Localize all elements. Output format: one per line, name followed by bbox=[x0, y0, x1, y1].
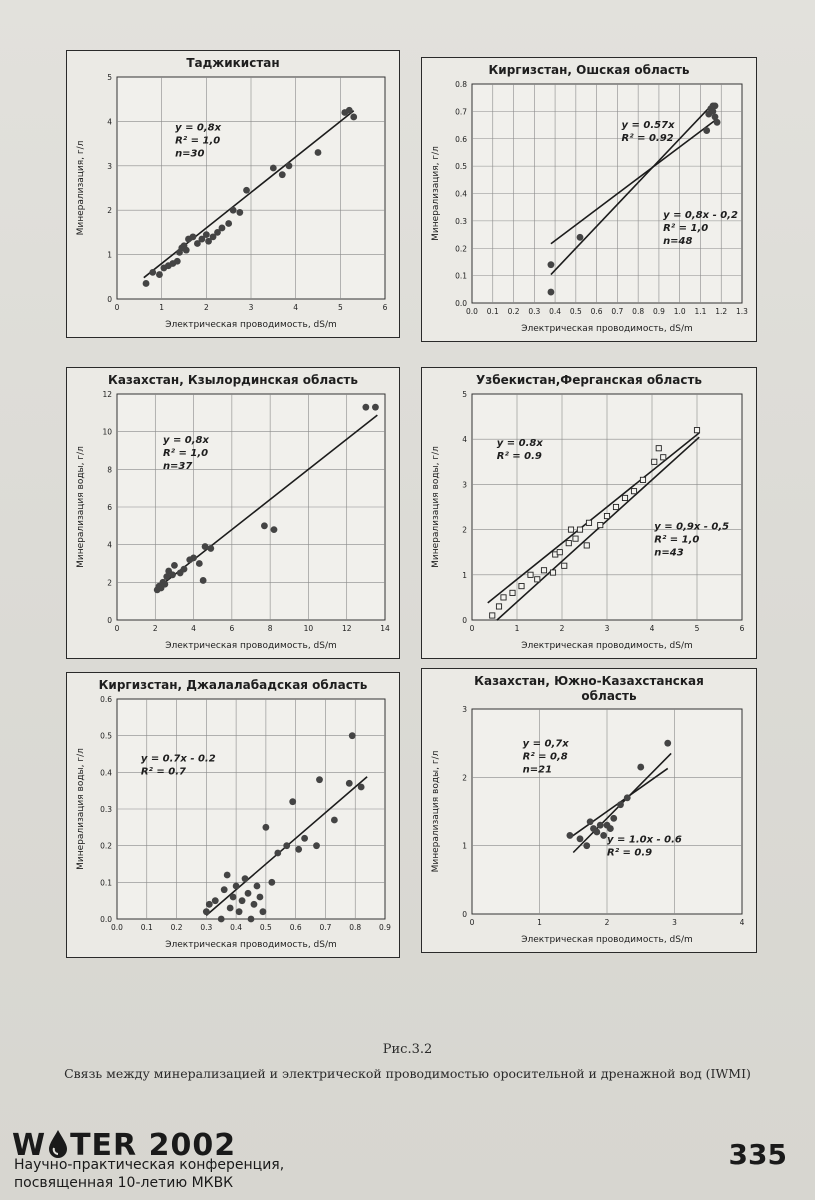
data-point bbox=[271, 526, 278, 533]
data-point bbox=[289, 798, 296, 805]
x-tick-label: 0.5 bbox=[569, 307, 582, 316]
x-axis-label: Электрическая проводимость, dS/m bbox=[165, 641, 337, 651]
data-point bbox=[196, 560, 203, 567]
equation-label: y = 0,8x bbox=[162, 434, 209, 446]
data-point bbox=[584, 543, 589, 548]
data-point bbox=[661, 455, 666, 460]
data-point bbox=[622, 495, 627, 500]
data-point bbox=[169, 571, 176, 578]
y-tick-label: 2 bbox=[107, 578, 112, 588]
y-tick-label: 0.4 bbox=[455, 189, 467, 199]
data-point bbox=[245, 890, 252, 897]
footer-conference-line: Научно-практическая конференция, bbox=[14, 1157, 285, 1173]
y-tick-label: 12 bbox=[102, 390, 112, 399]
data-point bbox=[349, 732, 356, 739]
equation-label: n=48 bbox=[663, 236, 693, 248]
data-point bbox=[577, 835, 584, 842]
x-tick-label: 0.6 bbox=[289, 923, 302, 932]
x-tick-label: 4 bbox=[649, 624, 655, 633]
data-point bbox=[535, 577, 540, 582]
data-point bbox=[541, 568, 546, 573]
y-tick-label: 4 bbox=[462, 435, 467, 445]
y-tick-label: 0.2 bbox=[100, 841, 112, 851]
data-point bbox=[174, 258, 181, 265]
y-tick-label: 0 bbox=[462, 616, 467, 625]
x-tick-label: 0.7 bbox=[319, 923, 332, 932]
equation-label: R² = 0.7 bbox=[140, 766, 186, 778]
y-tick-label: 0.3 bbox=[455, 216, 467, 226]
data-point bbox=[315, 149, 322, 156]
data-point bbox=[200, 577, 207, 584]
equation-label: R² = 0.92 bbox=[621, 132, 674, 144]
chart-title: Таджикистан bbox=[186, 56, 280, 70]
chart-title: Узбекистан,Ферганская область bbox=[475, 373, 703, 387]
chart-title: Киргизстан, Джалалабадская область bbox=[98, 678, 368, 692]
y-tick-label: 5 bbox=[462, 390, 467, 399]
y-tick-label: 6 bbox=[107, 503, 112, 512]
equation-label: n=21 bbox=[522, 764, 553, 776]
x-tick-label: 8 bbox=[267, 624, 273, 633]
data-point bbox=[261, 522, 268, 529]
equation-label: y = 1.0x - 0.6 bbox=[607, 834, 682, 846]
x-tick-label: 0.9 bbox=[379, 923, 391, 932]
data-point bbox=[257, 894, 264, 901]
data-point bbox=[703, 127, 710, 134]
y-tick-label: 0 bbox=[107, 616, 112, 625]
x-axis-label: Электрическая проводимость, dS/m bbox=[521, 641, 693, 651]
y-tick-label: 0.3 bbox=[100, 805, 112, 814]
figure-caption: Связь между минерализацией и электрической проводимостью оросительной и дренажной вод (IWMI) bbox=[64, 1066, 751, 1081]
data-point bbox=[694, 428, 699, 433]
data-point bbox=[149, 269, 156, 276]
data-point bbox=[566, 832, 573, 839]
equation-label: n=37 bbox=[162, 460, 193, 472]
logo-text-right: TER 2002 bbox=[70, 1128, 237, 1163]
x-tick-label: 3 bbox=[604, 624, 610, 633]
x-tick-label: 0 bbox=[469, 918, 475, 927]
data-point bbox=[270, 165, 277, 172]
y-axis-label: Минерализация, г/л bbox=[76, 140, 86, 236]
x-tick-label: 0.0 bbox=[466, 307, 478, 316]
chart-uzbekistan-fergana bbox=[421, 367, 757, 659]
data-point bbox=[346, 780, 353, 787]
data-point bbox=[203, 908, 210, 915]
data-point bbox=[598, 522, 603, 527]
chart-tajikistan bbox=[66, 50, 400, 338]
y-tick-label: 3 bbox=[462, 705, 467, 714]
equation-label: y = 0,7x bbox=[522, 738, 569, 750]
data-point bbox=[652, 459, 657, 464]
x-tick-label: 0.3 bbox=[200, 923, 213, 932]
data-point bbox=[230, 894, 237, 901]
x-tick-label: 1 bbox=[537, 918, 542, 927]
chart-title: Казахстан, Кзылординская область bbox=[108, 373, 358, 387]
data-point bbox=[358, 784, 365, 791]
data-point bbox=[712, 103, 719, 110]
y-tick-label: 10 bbox=[102, 427, 112, 437]
data-point bbox=[583, 842, 590, 849]
x-tick-label: 10 bbox=[303, 624, 314, 633]
data-point bbox=[566, 541, 571, 546]
y-tick-label: 0 bbox=[462, 910, 467, 919]
x-tick-label: 14 bbox=[380, 624, 390, 633]
x-tick-label: 0 bbox=[114, 303, 120, 312]
data-point bbox=[260, 908, 267, 915]
data-point bbox=[586, 520, 591, 525]
chart-svg bbox=[67, 51, 399, 337]
data-point bbox=[613, 504, 618, 509]
data-point bbox=[183, 247, 190, 254]
x-axis-label: Электрическая проводимость, dS/m bbox=[521, 935, 693, 945]
y-tick-label: 2 bbox=[462, 525, 467, 535]
chart-kazakhstan-south bbox=[421, 668, 757, 953]
y-tick-label: 0.6 bbox=[100, 695, 112, 704]
x-tick-label: 3 bbox=[672, 918, 677, 927]
y-tick-label: 1 bbox=[462, 570, 467, 580]
y-axis-label: Минерализация воды, г/л bbox=[431, 750, 441, 873]
data-point bbox=[562, 563, 567, 568]
x-tick-label: 1.1 bbox=[694, 307, 707, 316]
chart-title-line2: область bbox=[581, 689, 637, 703]
x-tick-label: 1.3 bbox=[736, 307, 748, 316]
x-tick-label: 1.2 bbox=[715, 307, 728, 316]
y-tick-label: 4 bbox=[107, 117, 112, 127]
x-tick-label: 2 bbox=[559, 624, 565, 633]
equation-label: y = 0.8x bbox=[496, 437, 543, 449]
data-point bbox=[203, 231, 210, 238]
x-tick-label: 0.5 bbox=[259, 923, 272, 932]
data-point bbox=[227, 905, 234, 912]
x-tick-label: 1 bbox=[514, 624, 520, 633]
data-point bbox=[372, 404, 379, 411]
y-tick-label: 0.5 bbox=[100, 731, 112, 741]
y-axis-label: Минерализация воды, г/л bbox=[431, 446, 441, 568]
equation-label: y = 0,8x - 0,2 bbox=[663, 210, 738, 222]
y-tick-label: 0.2 bbox=[455, 244, 467, 254]
y-tick-label: 0.0 bbox=[100, 915, 112, 924]
data-point bbox=[557, 550, 562, 555]
data-point bbox=[577, 234, 584, 241]
data-point bbox=[301, 835, 308, 842]
data-point bbox=[286, 162, 293, 169]
figure-number: Рис.3.2 bbox=[382, 1042, 433, 1057]
data-point bbox=[161, 581, 168, 588]
data-point bbox=[243, 187, 250, 194]
x-axis-label: Электрическая проводимость, dS/m bbox=[165, 320, 337, 330]
data-point bbox=[283, 842, 290, 849]
data-point bbox=[624, 794, 631, 801]
y-tick-label: 3 bbox=[462, 480, 467, 490]
page-number: 335 bbox=[728, 1138, 787, 1171]
equation-label: R² = 0.9 bbox=[496, 450, 542, 462]
x-tick-label: 0.8 bbox=[349, 923, 362, 932]
data-point bbox=[346, 107, 353, 114]
data-point bbox=[528, 572, 533, 577]
y-tick-label: 0.1 bbox=[455, 271, 467, 281]
footer-dedication-line: посвященная 10-летию МКВК bbox=[14, 1175, 234, 1191]
y-axis-label: Минерализация воды, г/л bbox=[76, 748, 86, 870]
chart-kyrgyzstan-osh bbox=[421, 57, 757, 342]
data-point bbox=[248, 916, 255, 923]
equation-label: R² = 1,0 bbox=[663, 223, 709, 235]
data-point bbox=[617, 801, 624, 808]
x-tick-label: 2 bbox=[152, 624, 158, 633]
data-point bbox=[548, 261, 555, 268]
equation-label: R² = 1,0 bbox=[162, 447, 209, 459]
x-tick-label: 0.2 bbox=[170, 923, 183, 932]
data-point bbox=[568, 527, 573, 532]
x-tick-label: 4 bbox=[293, 303, 299, 312]
data-point bbox=[600, 832, 607, 839]
data-point bbox=[316, 776, 323, 783]
data-point bbox=[236, 209, 243, 216]
water-drop-icon bbox=[47, 1129, 69, 1159]
data-point bbox=[212, 897, 219, 904]
equation-label: y = 0,8x bbox=[175, 122, 222, 134]
data-point bbox=[262, 824, 269, 831]
data-point bbox=[350, 114, 357, 121]
data-point bbox=[490, 613, 495, 618]
y-tick-label: 0.8 bbox=[455, 80, 467, 89]
equation-label: R² = 0,8 bbox=[522, 751, 568, 763]
data-point bbox=[593, 829, 600, 836]
chart-title: Казахстан, Южно-Казахстанская bbox=[474, 674, 704, 688]
y-tick-label: 2 bbox=[462, 773, 467, 783]
data-point bbox=[190, 554, 197, 561]
data-point bbox=[510, 590, 515, 595]
data-point bbox=[550, 570, 555, 575]
y-tick-label: 0.1 bbox=[100, 878, 112, 888]
y-tick-label: 0.7 bbox=[455, 107, 467, 117]
logo-text-left: W bbox=[12, 1128, 47, 1163]
x-tick-label: 6 bbox=[382, 303, 388, 312]
y-tick-label: 1 bbox=[107, 250, 112, 260]
data-point bbox=[295, 846, 302, 853]
y-tick-label: 8 bbox=[107, 465, 112, 475]
data-point bbox=[254, 883, 261, 890]
data-point bbox=[171, 562, 178, 569]
data-point bbox=[156, 271, 163, 278]
y-tick-label: 0.6 bbox=[455, 134, 467, 144]
equation-label: y = 0.57x bbox=[621, 119, 675, 131]
data-point bbox=[190, 233, 197, 240]
x-tick-label: 0.4 bbox=[549, 307, 562, 316]
data-point bbox=[224, 872, 231, 879]
data-point bbox=[656, 446, 661, 451]
data-point bbox=[331, 817, 338, 824]
equation-label: y = 0.7x - 0.2 bbox=[140, 753, 216, 765]
x-tick-label: 0.9 bbox=[652, 307, 665, 316]
chart-svg bbox=[422, 368, 756, 658]
y-tick-label: 0 bbox=[107, 295, 112, 304]
data-point bbox=[268, 879, 275, 886]
y-tick-label: 3 bbox=[107, 161, 112, 171]
x-tick-label: 2 bbox=[203, 303, 209, 312]
x-tick-label: 0 bbox=[469, 624, 475, 633]
y-tick-label: 1 bbox=[462, 841, 467, 851]
x-tick-label: 0.8 bbox=[632, 307, 645, 316]
equation-label: n=43 bbox=[654, 547, 684, 559]
y-tick-label: 0.4 bbox=[100, 768, 112, 778]
x-tick-label: 1 bbox=[159, 303, 165, 312]
chart-kazakhstan-kyzylorda bbox=[66, 367, 400, 659]
data-point bbox=[604, 513, 609, 518]
x-axis-label: Электрическая проводимость, dS/m bbox=[165, 940, 337, 950]
data-point bbox=[233, 883, 240, 890]
data-point bbox=[664, 740, 671, 747]
data-point bbox=[239, 897, 246, 904]
data-point bbox=[362, 404, 369, 411]
data-point bbox=[597, 822, 604, 829]
x-tick-label: 4 bbox=[739, 918, 745, 927]
y-tick-label: 5 bbox=[107, 73, 112, 82]
x-tick-label: 5 bbox=[337, 303, 343, 312]
x-tick-label: 0.3 bbox=[528, 307, 541, 316]
data-point bbox=[279, 171, 286, 178]
data-point bbox=[637, 764, 644, 771]
equation-label: R² = 1,0 bbox=[654, 534, 700, 546]
data-point bbox=[230, 207, 237, 214]
y-axis-label: Минерализация, г/л bbox=[431, 146, 441, 241]
equation-label: n=30 bbox=[175, 148, 205, 160]
x-tick-label: 3 bbox=[248, 303, 254, 312]
data-point bbox=[631, 489, 636, 494]
data-point bbox=[577, 527, 582, 532]
x-axis-label: Электрическая проводимость, dS/m bbox=[521, 324, 693, 334]
x-tick-label: 12 bbox=[341, 624, 352, 633]
data-point bbox=[607, 825, 614, 832]
data-point bbox=[640, 477, 645, 482]
x-tick-label: 1.0 bbox=[673, 307, 686, 316]
y-tick-label: 4 bbox=[107, 540, 112, 550]
data-point bbox=[573, 536, 578, 541]
chart-title: Киргизстан, Ошская область bbox=[488, 63, 690, 77]
data-point bbox=[313, 842, 320, 849]
chart-kyrgyzstan-jalalabad bbox=[66, 672, 400, 958]
x-tick-label: 5 bbox=[694, 624, 700, 633]
chart-svg bbox=[67, 368, 399, 658]
data-point bbox=[242, 875, 249, 882]
x-tick-label: 0.1 bbox=[486, 307, 499, 316]
data-point bbox=[206, 901, 213, 908]
equation-label: y = 0,9x - 0,5 bbox=[654, 521, 730, 533]
chart-svg bbox=[422, 669, 756, 952]
data-point bbox=[225, 220, 232, 227]
y-tick-label: 0.0 bbox=[455, 299, 467, 308]
data-point bbox=[221, 886, 228, 893]
data-point bbox=[181, 566, 188, 573]
x-tick-label: 0 bbox=[114, 624, 120, 633]
equation-label: R² = 0.9 bbox=[607, 847, 653, 859]
data-point bbox=[496, 604, 501, 609]
data-point bbox=[207, 545, 214, 552]
data-point bbox=[548, 289, 555, 296]
x-tick-label: 6 bbox=[739, 624, 745, 633]
chart-svg bbox=[67, 673, 399, 957]
equation-label: R² = 1,0 bbox=[175, 135, 221, 147]
y-tick-label: 2 bbox=[107, 206, 112, 216]
chart-svg bbox=[422, 58, 756, 341]
data-point bbox=[714, 119, 721, 126]
x-tick-label: 0.1 bbox=[140, 923, 153, 932]
data-point bbox=[218, 916, 225, 923]
data-point bbox=[610, 815, 617, 822]
x-tick-label: 2 bbox=[604, 918, 610, 927]
x-tick-label: 0.7 bbox=[611, 307, 624, 316]
x-tick-label: 6 bbox=[229, 624, 235, 633]
data-point bbox=[587, 818, 594, 825]
data-point bbox=[219, 225, 226, 232]
data-point bbox=[143, 280, 150, 287]
x-tick-label: 0.0 bbox=[111, 923, 123, 932]
data-point bbox=[236, 908, 243, 915]
data-point bbox=[274, 850, 281, 857]
data-point bbox=[251, 901, 258, 908]
data-point bbox=[519, 584, 524, 589]
data-point bbox=[501, 595, 506, 600]
x-tick-label: 0.6 bbox=[590, 307, 603, 316]
y-tick-label: 0.5 bbox=[455, 162, 467, 172]
y-axis-label: Минерализация воды, г/л bbox=[76, 446, 86, 568]
x-tick-label: 0.2 bbox=[507, 307, 520, 316]
x-tick-label: 0.4 bbox=[230, 923, 243, 932]
x-tick-label: 4 bbox=[191, 624, 196, 633]
